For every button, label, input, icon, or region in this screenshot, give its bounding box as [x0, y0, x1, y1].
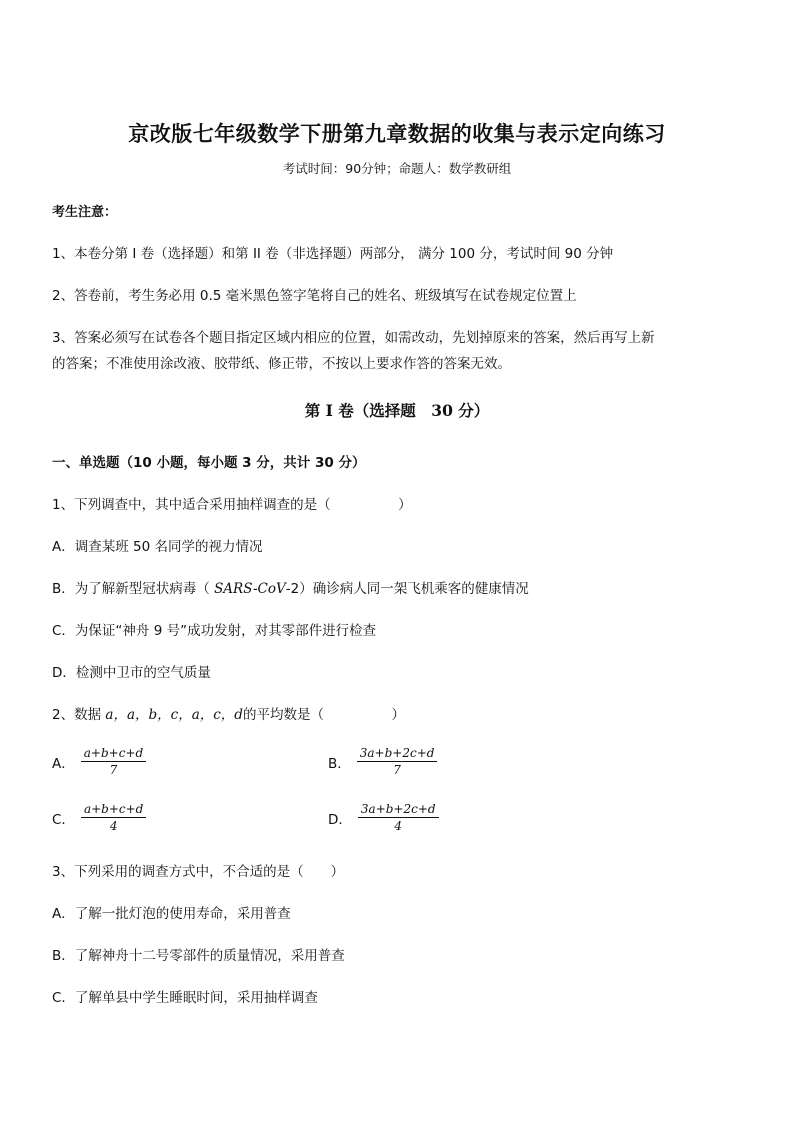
notice-item-3-line-2: 的答案；不准使用涂改液、胶带纸、修正带，不按以上要求作答的答案无效。	[52, 356, 511, 372]
section-title: 第 I 卷（选择题 30 分）	[304, 401, 490, 420]
notice-heading: 考生注意：	[52, 205, 118, 220]
fraction-numerator: 3a+b+2c+d	[357, 746, 438, 762]
question-2-option-a	[52, 746, 146, 777]
question-1-option-b-virus: SARS-CoV	[214, 581, 286, 597]
fraction-numerator: 3a+b+2c+d	[358, 802, 439, 818]
option-letter: C．	[52, 811, 75, 828]
fraction	[357, 746, 438, 777]
question-3-option-a: A．了解一批灯泡的使用寿命，采用普查	[52, 906, 291, 922]
question-1-option-d: D．检测中卫市的空气质量	[52, 665, 211, 681]
question-1-option-b-prefix: B．为了解新型冠状病毒（	[52, 581, 215, 597]
question-2-option-b	[328, 746, 437, 777]
question-1-option-a: A．调查某班 50 名同学的视力情况	[52, 539, 263, 555]
question-2-option-d	[328, 802, 439, 833]
question-2-option-c	[52, 802, 146, 833]
question-3-stem: 3、下列采用的调查方式中，不合适的是（ ）	[52, 864, 345, 880]
fraction	[358, 802, 439, 833]
option-letter: A．	[52, 755, 75, 772]
fraction-numerator: a+b+c+d	[81, 746, 146, 762]
fraction-denominator: 4	[109, 819, 118, 833]
fraction	[81, 746, 146, 777]
fraction-denominator: 7	[393, 763, 401, 777]
question-1-stem: 1、下列调查中，其中适合采用抽样调查的是（ ）	[52, 497, 412, 513]
option-letter: B．	[328, 755, 351, 772]
fraction-numerator: a+b+c+d	[81, 802, 146, 818]
document-subtitle: 考试时间：90分钟；命题人：数学教研组	[282, 161, 512, 176]
fraction-denominator: 4	[394, 819, 403, 833]
document-title: 京改版七年级数学下册第九章数据的收集与表示定向练习	[128, 121, 666, 146]
question-3-option-c: C．了解单县中学生睡眠时间，采用抽样调查	[52, 990, 318, 1006]
question-2-stem	[52, 703, 405, 723]
question-2-stem-suffix: 的平均数是（ ）	[242, 707, 405, 723]
option-letter: D．	[328, 811, 352, 828]
part-heading: 一、单选题（10 小题，每小题 3 分，共计 30 分）	[52, 455, 366, 471]
notice-item-1: 1、本卷分第 I 卷（选择题）和第 II 卷（非选择题）两部分， 满分 100 分，考试时间 90 分钟	[52, 246, 614, 262]
fraction-denominator: 7	[109, 763, 118, 777]
notice-item-3-line-1: 3、答案必须写在试卷各个题目指定区域内相应的位置，如需改动，先划掉原来的答案，然后再写上新	[52, 330, 655, 346]
question-3-option-b: B．了解神舟十二号零部件的质量情况，采用普查	[52, 948, 345, 964]
question-1-option-b	[52, 577, 529, 597]
question-2-stem-vars: a，a，b，c，a，c，d	[105, 707, 243, 723]
notice-item-2: 2、答卷前，考生务必用 0.5 毫米黑色签字笔将自己的姓名、班级填写在试卷规定位置上	[52, 288, 577, 304]
question-1-option-c: C．为保证“神舟 9 号”成功发射，对其零部件进行检查	[52, 623, 377, 639]
question-2-stem-prefix: 2、数据	[52, 707, 106, 723]
question-1-option-b-suffix: -2）确诊病人同一架飞机乘客的健康情况	[285, 581, 529, 597]
fraction	[81, 802, 146, 833]
